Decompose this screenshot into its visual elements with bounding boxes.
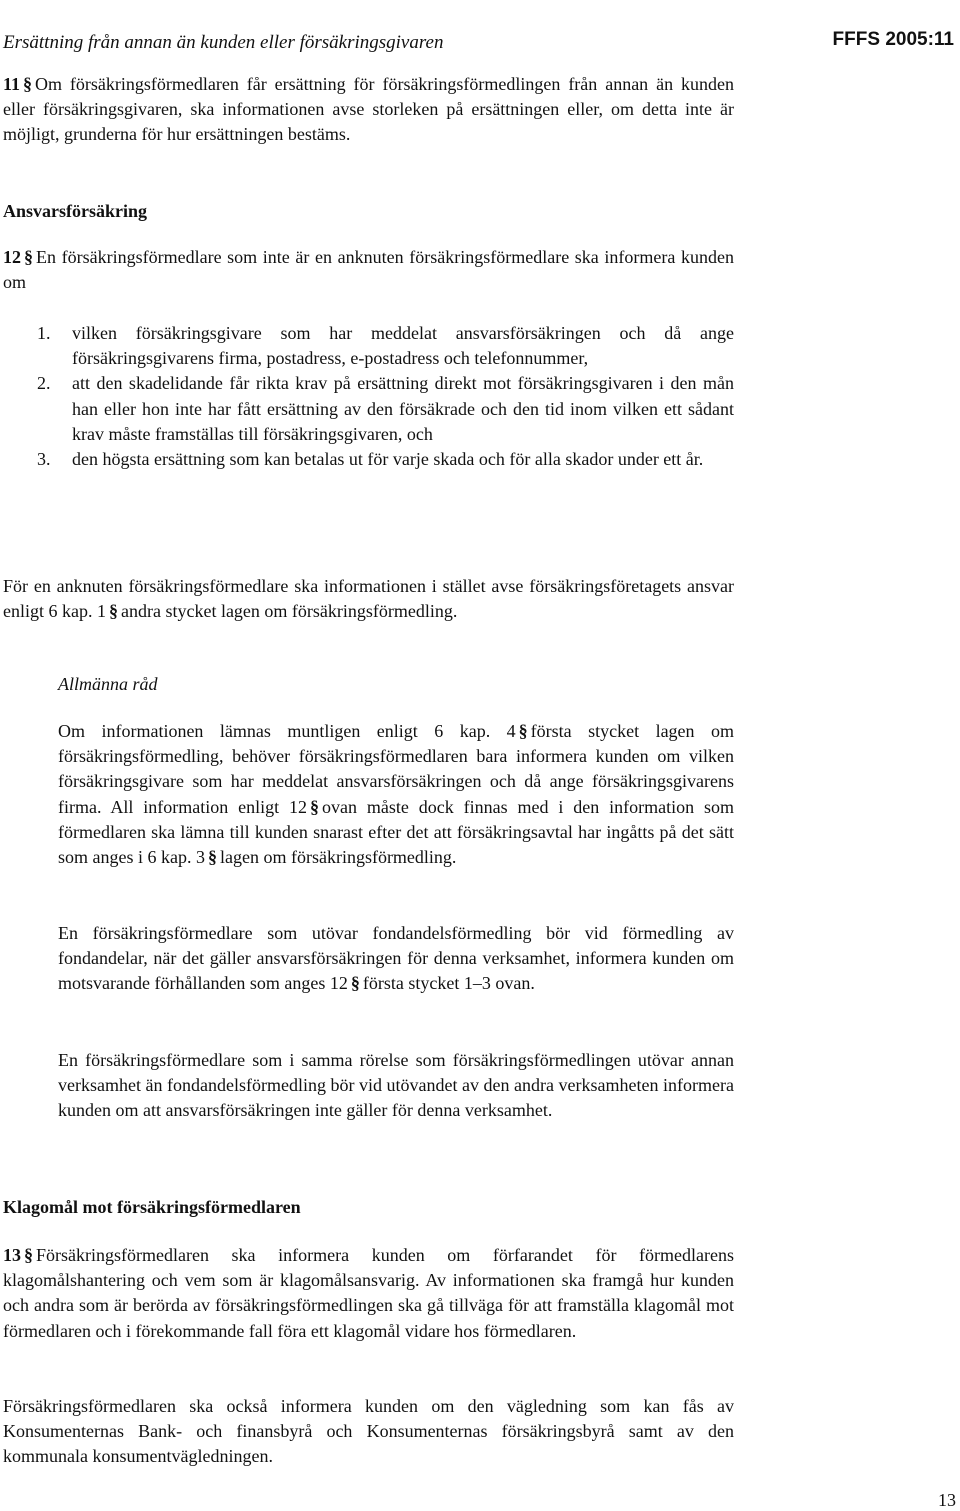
document-code: FFFS 2005:11: [832, 29, 954, 50]
running-title: Ersättning från annan än kunden eller försäkringsgivaren: [3, 32, 444, 53]
list-marker: 1.: [37, 323, 51, 343]
section-sign-icon: §: [24, 1245, 33, 1265]
advice-paragraph-1: [58, 719, 734, 870]
section-sign-icon: §: [24, 247, 33, 267]
advice-paragraph-3: En försäkringsförmedlare som i samma rörelse som försäkringsförmedlingen utövar annan verksamhet än fondandelsförmedling bör vid utövandet av den andra verksamheten informera kunden om att ansvarsförsäkringen inte gäller för denna verksamhet.: [58, 1050, 734, 1121]
section-12-number: 12: [3, 247, 21, 267]
heading-klagomal: Klagomål mot försäkringsförmedlaren: [3, 1197, 301, 1217]
list-item: [3, 447, 734, 472]
section-sign-icon: §: [350, 973, 360, 994]
page-number: 13: [938, 1490, 956, 1510]
advice-text: Om informationen lämnas muntligen enligt 6 kap. 4: [58, 721, 516, 741]
advice-text: lagen om försäkringsförmedling.: [219, 847, 457, 868]
section-11-number: 11: [3, 74, 21, 94]
advice-text: En försäkringsförmedlare som utövar fondandelsförmedling bör vid förmedling av fondandelar, när det gäller ansvarsförsäkringen för denna verksamhet, informera kunden om motsvarande förhållanden som anges 12: [58, 923, 734, 994]
section-sign-icon: §: [207, 847, 217, 868]
section-12-list: [3, 321, 734, 472]
advice-text: första stycket 1–3 ovan.: [362, 973, 535, 994]
section-13-number: 13: [3, 1245, 21, 1265]
list-marker: 2.: [37, 373, 51, 394]
section-12-intro-text: En försäkringsförmedlare som inte är en anknuten försäkringsförmedlare ska informera kunden om: [3, 247, 734, 293]
advice-text: första stycket lagen om försäkringsförmedling, behöver försäkringsförmedlaren bara informera kunden om vilken försäkringsgivare som har meddelat ansvarsförsäkringen och då ange försäkringsgivarens firma. All information enligt 12: [58, 721, 735, 817]
section-12-closing: [3, 574, 734, 624]
list-item-text: vilken försäkringsgivare som har meddelat ansvarsförsäkringen och då ange försäkringsgivarens firma, postadress, e-postadress och telefonnummer,: [72, 323, 734, 369]
list-item: [3, 371, 734, 447]
section-sign-icon: §: [23, 74, 33, 94]
section-sign-icon: §: [518, 721, 528, 741]
section-11-text: Om försäkringsförmedlaren får ersättning för försäkringsförmedlingen från annan än kunden eller försäkringsgivaren, ska informationen avse storleken på ersättningen eller, om detta inte är möjligt, grunderna för hur ersättningen bestäms.: [3, 74, 734, 145]
section-12-intro: [3, 245, 734, 295]
section-12-closing-text-end: andra stycket lagen om försäkringsförmedling.: [120, 601, 458, 622]
section-13-text: Försäkringsförmedlaren ska informera kunden om förfarandet för förmedlarens klagomålshantering och vem som är klagomålsansvarig. Av informationen ska framgå hur kunden och andra som är berörda av försäkringsförmedlingen ska gå tillväga för att framställa klagomål mot förmedlaren och i förekommande fall föra ett klagomål vidare hos förmedlaren.: [3, 1245, 734, 1341]
section-13: [3, 1243, 734, 1344]
section-12-closing-text: För en anknuten försäkringsförmedlare ska informationen i stället avse försäkringsföretagets ansvar enligt 6 kap. 1: [3, 576, 734, 622]
list-item-text: den högsta ersättning som kan betalas ut för varje skada och för alla skador under ett år.: [72, 449, 704, 470]
section-13-paragraph-2: Försäkringsförmedlaren ska också informera kunden om den vägledning som kan fås av Konsumenternas Bank- och finansbyrå och Konsumenternas försäkringsbyrå samt av den kommunala konsumentvägledningen.: [3, 1396, 734, 1467]
section-11: [3, 72, 734, 148]
advice-paragraph-2: [58, 921, 734, 997]
advice-text: ovan måste dock finnas med i den information som förmedlaren ska lämna till kunden snarast efter det att försäkringsavtal har ingåtts på det sätt som anges i 6 kap. 3: [58, 796, 734, 868]
advice-heading: Allmänna råd: [58, 674, 158, 694]
list-item: [3, 321, 734, 371]
list-item-text: att den skadelidande får rikta krav på ersättning direkt mot försäkringsgivaren i den mån han eller hon inte har fått ersättning av den försäkrade och den tid inom vilken ett sådant krav måste framställas till försäkringsgivaren, och: [72, 373, 734, 444]
list-marker: 3.: [37, 449, 51, 470]
heading-ansvarsforsakring: Ansvarsförsäkring: [3, 201, 148, 221]
section-sign-icon: §: [108, 601, 118, 622]
section-sign-icon: §: [310, 796, 319, 817]
